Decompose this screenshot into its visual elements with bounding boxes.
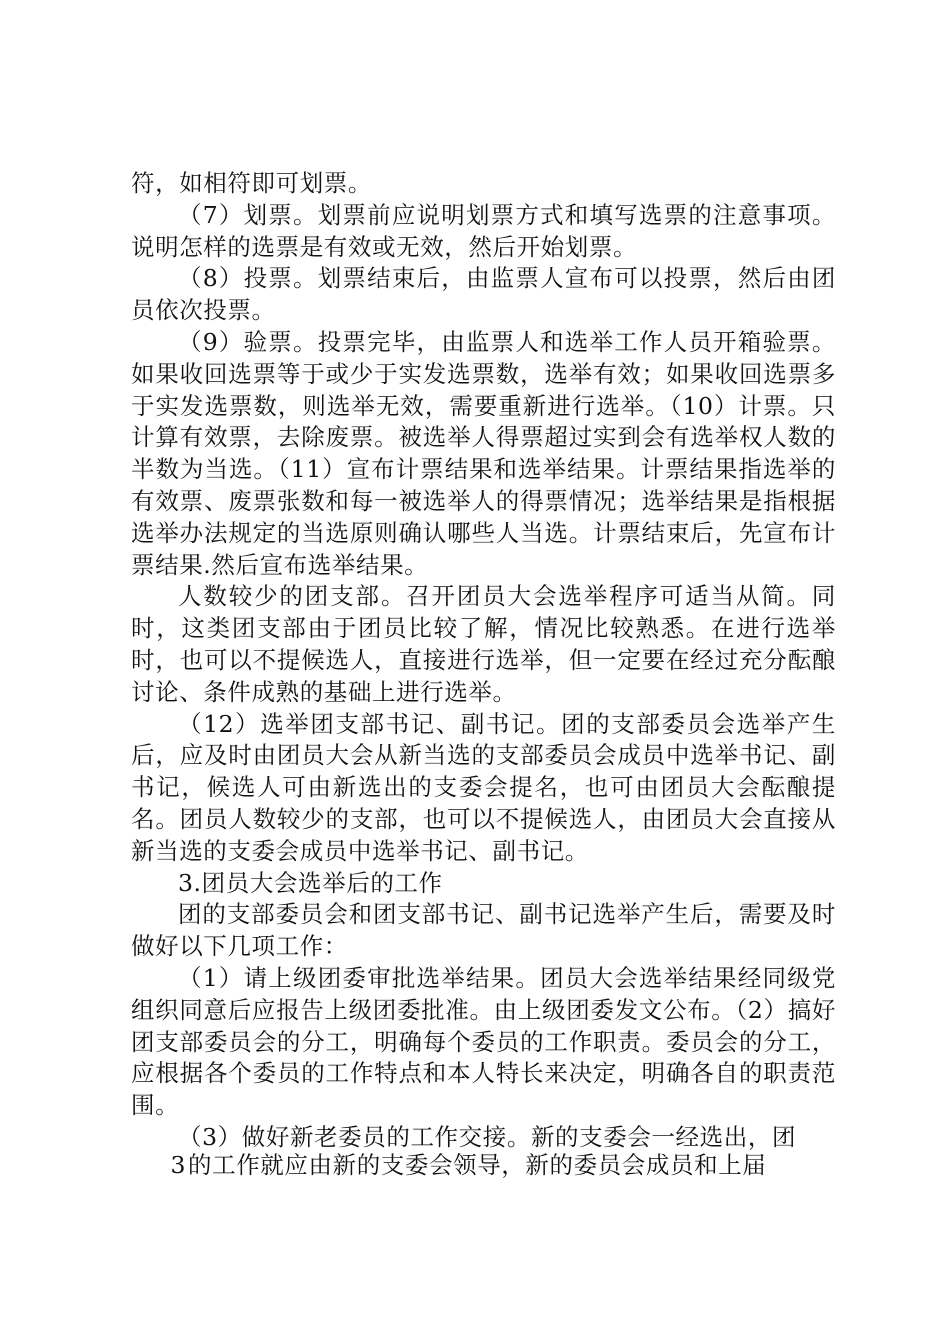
- section-heading: 3.团员大会选举后的工作: [178, 868, 443, 897]
- paragraph-5: 人数较少的团支部。召开团员大会选举程序可适当从简。同时，这类团支部由于团员比较了解，情况比较熟悉。在进行选举时，也可以不提候选人，直接进行选举，但一定要在经过充分酝酿讨论、条件成熟的基础上进行选举。: [131, 582, 836, 706]
- paragraph-4: （9）验票。投票完毕，由监票人和选举工作人员开箱验票。如果收回选票等于或少于实发选票数，选举有效；如果收回选票多于实发选票数，则选举无效，需要重新进行选举。（10）计票。只计算有效票，去除废票。被选举人得票超过实到会有选举权人数的半数为当选。（11）宣布计票结果和选举结果。计票结果指选举的有效票、废票张数和每一被选举人的得票情况；选举结果是指根据选举办法规定的当选原则确认哪些人当选。计票结束后，先宣布计票结果.然后宣布选举结果。: [131, 327, 836, 579]
- paragraph-1: 符，如相符即可划票。: [131, 169, 372, 197]
- page-footer: [131, 1150, 836, 1182]
- paragraph-3: （8）投票。划票结束后，由监票人宣布可以投票，然后由团员依次投票。: [131, 264, 836, 325]
- page-number: 3: [170, 1151, 186, 1179]
- paragraph-2: （7）划票。划票前应说明划票方式和填写选票的注意事项。说明怎样的选票是有效或无效，然后开始划票。: [131, 200, 836, 261]
- paragraph-7: 团的支部委员会和团支部书记、副书记选举产生后，需要及时做好以下几项工作：: [131, 900, 836, 961]
- paragraph-9: （3）做好新老委员的工作交接。新的支委会一经选出，团: [178, 1122, 797, 1151]
- footer-continuation-text: 的工作就应由新的支委会领导，新的委员会成员和上届: [188, 1151, 767, 1179]
- paragraph-6: （12）选举团支部书记、副书记。团的支部委员会选举产生后，应及时由团员大会从新当选的支部委员会成员中选举书记、副书记，候选人可由新选出的支委会提名，也可由团员大会酝酿提名。团员人数较少的支部，也可以不提候选人，由团员大会直接从新当选的支委会成员中选举书记、副书记。: [131, 709, 836, 865]
- document-body: [131, 168, 836, 1154]
- paragraph-8: （1）请上级团委审批选举结果。团员大会选举结果经同级党组织同意后应报告上级团委批准。由上级团委发文公布。（2）搞好团支部委员会的分工，明确每个委员的工作职责。委员会的分工，应根据各个委员的工作特点和本人特长来决定，明确各自的职责范围。: [131, 963, 836, 1120]
